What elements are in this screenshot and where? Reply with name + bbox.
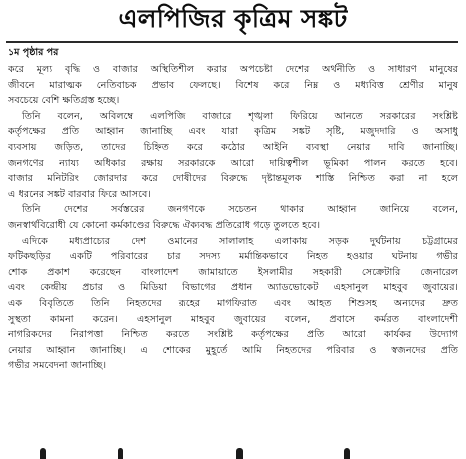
glyph-fragment bbox=[118, 448, 123, 459]
article-line: শোক প্রকাশ করেছেন বাংলাদেশ জামায়াতে ইসলামীর সহকারী সেক্রেটারি জেনারেল bbox=[8, 266, 458, 278]
article-body bbox=[8, 62, 458, 374]
continued-from-label: ১ম পৃষ্ঠার পর bbox=[8, 47, 59, 58]
headline-divider bbox=[6, 41, 458, 43]
article-line: নাগরিকদের নিরাপত্তা নিশ্চিত করতে সংশ্লিষ্ট কর্তৃপক্ষের প্রতি আরো কার্যকর উদ্যোগ bbox=[8, 329, 458, 341]
article-line: তিনি দেশের সর্বস্তরের জনগণকে সচেতন থাকার আহ্বান জানিয়ে বলেন, bbox=[22, 204, 458, 216]
article-line: বাজার মনিটরিং জোরদার করে দোষীদের বিরুদ্ধে দৃষ্টান্তমূলক শাস্তি নিশ্চিত করা না হলে bbox=[8, 173, 458, 185]
article-line: কর্তৃপক্ষের প্রতি আহ্বান জানাচ্ছি এবং যারা কৃত্রিম সঙ্কট সৃষ্টি, মজুদদারি ও অসাধু bbox=[8, 126, 458, 138]
article-line: করে মূল্য বৃদ্ধি ও বাজার অস্থিতিশীল করার অপচেষ্টা দেশের অর্থনীতি ও সাধারণ মানুষের bbox=[8, 64, 458, 75]
article-line: জীবনে মারাত্মক নেতিবাচক প্রভাব ফেলছে। বিশেষ করে নিম্ন ও মধ্যবিত্ত শ্রেণীর মানুষ bbox=[8, 79, 458, 91]
article-line: এক বিবৃতিতে তিনি নিহতদের রূহের মাগফিরাত এবং আহত শিশুসহ অন্যদের দ্রুত bbox=[8, 297, 458, 309]
article-line: সুস্থতা কামনা করেন। এহসানুল মাহবুব জুবায়ের বলেন, প্রবাসে কর্মরত বাংলাদেশী bbox=[8, 313, 458, 325]
article-line: নেয়ার আহ্বান জানাচ্ছি। এ শোকের মুহূর্তে আমি নিহতদের পরিবার ও স্বজনদের প্রতি bbox=[8, 344, 458, 356]
article-line: জনগণের ন্যায্য অধিকার রক্ষায় সরকারকে আরো দায়িত্বশীল ভূমিকা পালন করতে হবে। bbox=[8, 157, 458, 169]
next-headline-fragment bbox=[0, 447, 466, 459]
glyph-fragment bbox=[344, 448, 350, 459]
article-line: এ ধরনের সঙ্কট বারবার ফিরে আসবে। bbox=[8, 188, 151, 200]
article-headline: এলপিজির কৃত্রিম সঙ্কট bbox=[118, 4, 348, 33]
article-line: এদিকে মধ্যপ্রাচ্যের দেশ ওমানের সালালাহ এলাকায় সড়ক দুর্ঘটনায় চট্টগ্রামের bbox=[22, 235, 458, 247]
article-line: এবং কেন্দ্রীয় প্রচার ও মিডিয়া বিভাগের প্রধান অ্যাডভোকেট এহসানুল মাহবুব জুবায়ের। bbox=[8, 282, 458, 294]
article-line: ফটিকছড়ির একটি পরিবারের চার সদস্য মর্মান্তিকভাবে নিহত হওয়ার ঘটনায় গভীর bbox=[8, 251, 458, 263]
article-line: তিনি বলেন, অবিলম্বে এলপিজি বাজারে শৃঙ্খলা ফিরিয়ে আনতে সরকারের সংশ্লিষ্ট bbox=[22, 110, 458, 122]
article-line: ব্যবসায় জড়িত, তাদের চিহ্নিত করে কঠোর আইনি ব্যবস্থা নেয়ার দাবি জানাচ্ছি। bbox=[8, 141, 458, 153]
glyph-fragment bbox=[40, 448, 46, 459]
article-line: গভীর সমবেদনা জানাচ্ছি। bbox=[8, 360, 107, 372]
article-line: জনস্বার্থবিরোধী যে কোনো কর্মকাণ্ডের বিরুদ্ধে ঐক্যবদ্ধ প্রতিরোধ গড়ে তুলতে হবে। bbox=[8, 219, 321, 231]
article-line: সবচেয়ে বেশি ক্ষতিগ্রস্ত হচ্ছে। bbox=[8, 95, 120, 107]
glyph-fragment bbox=[236, 448, 243, 459]
